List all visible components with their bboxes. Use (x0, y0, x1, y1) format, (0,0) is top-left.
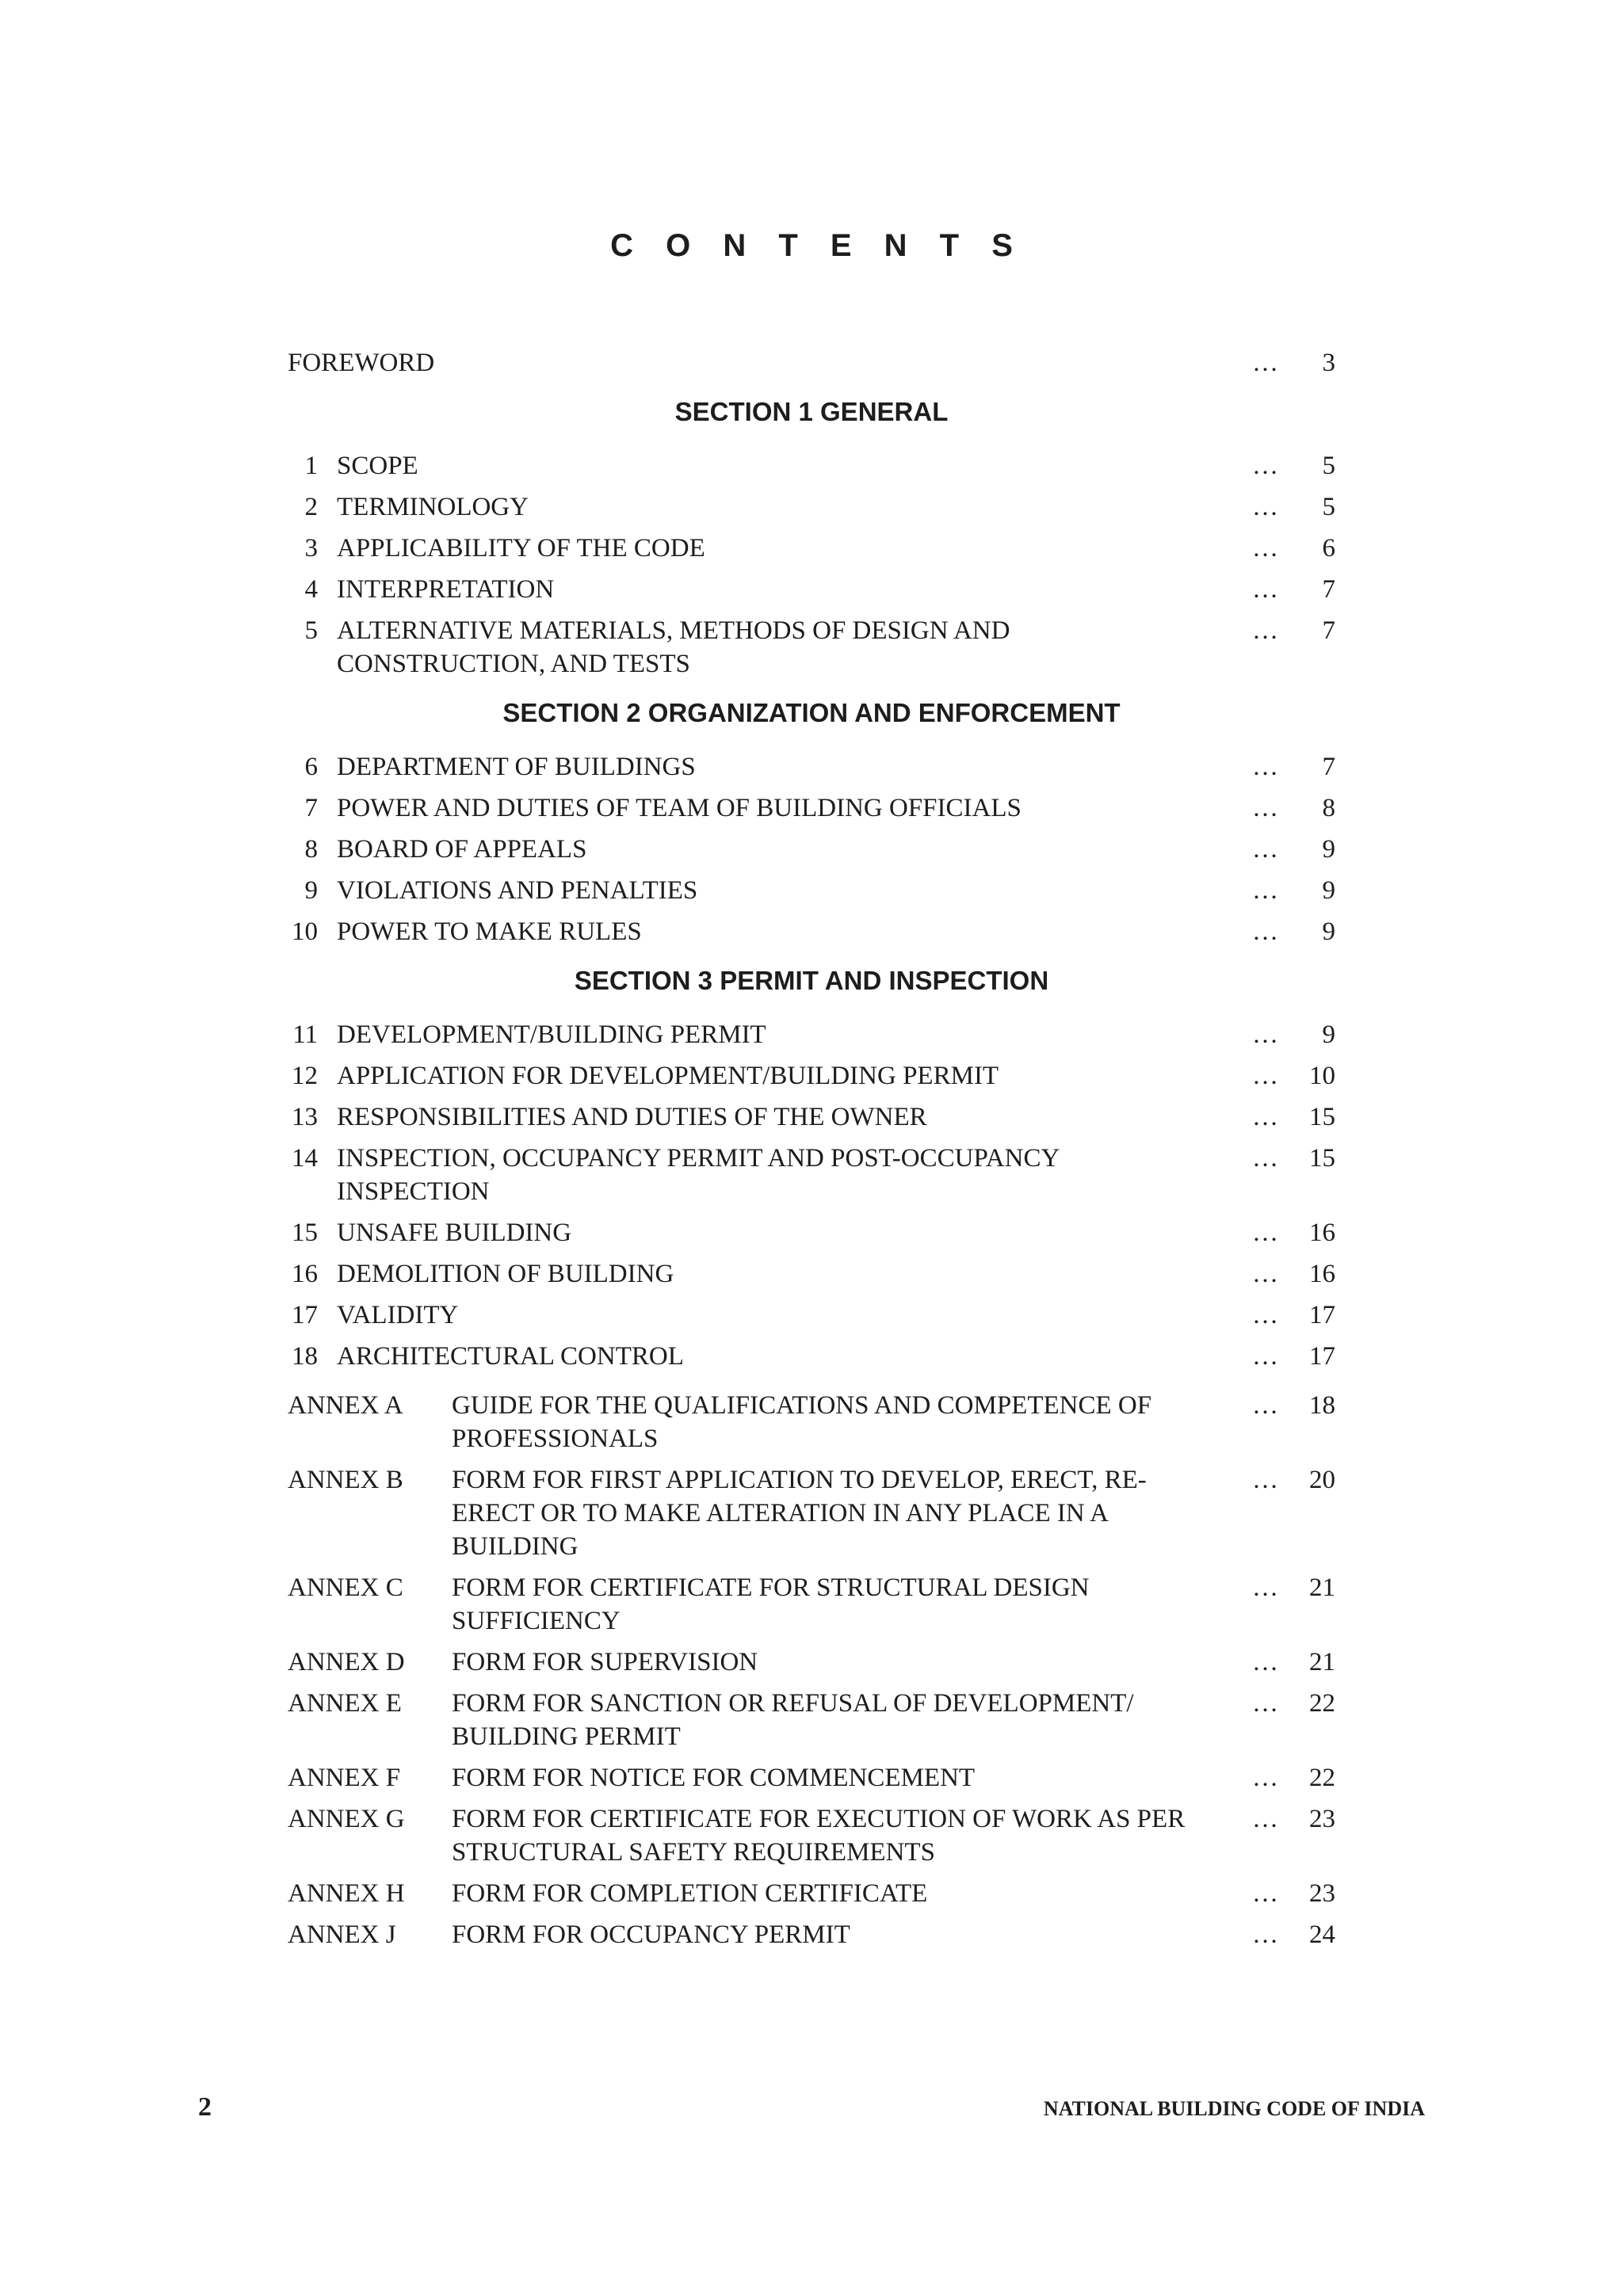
toc-entry-title: SCOPE (337, 452, 418, 480)
toc-entry[interactable] (288, 1100, 1335, 1134)
toc-page-number: 20 (1309, 1466, 1335, 1494)
toc-page-number: 8 (1322, 794, 1335, 822)
toc-entry-title: POWER TO MAKE RULES (337, 917, 642, 946)
toc-clause-number: 4 (304, 575, 318, 604)
toc-page-number: 9 (1322, 876, 1335, 905)
toc-annex-entry[interactable] (288, 1687, 1335, 1753)
toc-page-number: 17 (1309, 1342, 1335, 1371)
toc-leader: … (1252, 452, 1278, 480)
toc-leader: … (1252, 794, 1278, 822)
toc-page-number: 21 (1309, 1573, 1335, 1602)
annex-label: ANNEX B (288, 1466, 403, 1494)
toc-clause-number: 7 (304, 794, 318, 822)
toc-entry-title: ALTERNATIVE MATERIALS, METHODS OF DESIGN AND CONSTRUCTION, AND TESTS (337, 616, 1010, 678)
annex-label: ANNEX J (288, 1920, 396, 1949)
toc-page-number: 22 (1309, 1764, 1335, 1792)
toc-entry-title: INSPECTION, OCCUPANCY PERMIT AND POST-OCCUPANCY INSPECTION (337, 1144, 1060, 1206)
toc-page-number: 17 (1309, 1301, 1335, 1329)
toc-leader: … (1252, 1391, 1278, 1420)
toc-leader: … (1252, 1764, 1278, 1792)
toc-leader: … (1252, 349, 1278, 377)
toc-entry[interactable] (288, 874, 1335, 907)
toc-entry-title: DEMOLITION OF BUILDING (337, 1260, 674, 1288)
annex-label: ANNEX F (288, 1764, 401, 1792)
toc-leader: … (1252, 1103, 1278, 1131)
toc-page-number: 3 (1322, 349, 1335, 377)
toc-page-number: 6 (1322, 534, 1335, 563)
toc-leader: … (1252, 1144, 1278, 1173)
toc-leader: … (1252, 835, 1278, 864)
toc-annex-entry[interactable] (288, 1802, 1335, 1869)
toc-entry-title: GUIDE FOR THE QUALIFICATIONS AND COMPETENCE OF PROFESSIONALS (452, 1391, 1152, 1453)
toc-clause-number: 6 (304, 753, 318, 781)
toc-leader: … (1252, 917, 1278, 946)
toc-entry[interactable] (288, 1142, 1335, 1208)
toc-entry-title: FORM FOR NOTICE FOR COMMENCEMENT (452, 1764, 976, 1792)
annex-label: ANNEX H (288, 1879, 405, 1908)
toc-leader: … (1252, 1573, 1278, 1602)
toc-entry[interactable] (288, 449, 1335, 482)
toc-page-number: 16 (1309, 1260, 1335, 1288)
toc-entry-title: APPLICABILITY OF THE CODE (337, 534, 705, 563)
toc-entry-title: APPLICATION FOR DEVELOPMENT/BUILDING PERMIT (337, 1062, 999, 1090)
toc-entry[interactable] (288, 573, 1335, 606)
toc-leader: … (1252, 1062, 1278, 1090)
toc-entry[interactable] (288, 833, 1335, 866)
toc-entry-title: FORM FOR SANCTION OR REFUSAL OF DEVELOPMENT/ BUILDING PERMIT (452, 1689, 1134, 1751)
toc-leader: … (1252, 1342, 1278, 1371)
toc-annex-entry[interactable] (288, 1389, 1335, 1455)
annex-label: ANNEX D (288, 1648, 405, 1676)
toc-page-number: 24 (1309, 1920, 1335, 1949)
toc-clause-number: 12 (292, 1062, 318, 1090)
toc-page-number: 9 (1322, 1020, 1335, 1049)
toc-page-number: 5 (1322, 452, 1335, 480)
toc-annex-entry[interactable] (288, 1918, 1335, 1951)
toc-entry-title: DEVELOPMENT/BUILDING PERMIT (337, 1020, 766, 1049)
toc-leader: … (1252, 1805, 1278, 1833)
spacer (288, 1381, 1335, 1389)
toc-entry-title: FOREWORD (288, 349, 435, 377)
annex-label: ANNEX E (288, 1689, 402, 1718)
toc-page-number: 10 (1309, 1062, 1335, 1090)
toc-page-number: 7 (1322, 575, 1335, 604)
toc-clause-number: 17 (292, 1301, 318, 1329)
toc-leader: … (1252, 534, 1278, 563)
toc-leader: … (1252, 1301, 1278, 1329)
toc-page-number: 15 (1309, 1103, 1335, 1131)
toc-leader: … (1252, 575, 1278, 604)
toc-leader: … (1252, 1689, 1278, 1718)
section-heading: SECTION 2 ORGANIZATION AND ENFORCEMENT (502, 698, 1121, 727)
toc-leader: … (1252, 1648, 1278, 1676)
toc-entry-title: FORM FOR FIRST APPLICATION TO DEVELOP, ERECT, RE-ERECT OR TO MAKE ALTERATION IN ANY PLACE IN A BUILDING (452, 1466, 1147, 1561)
toc-annex-entry[interactable] (288, 1646, 1335, 1679)
toc-leader: … (1252, 616, 1278, 645)
toc-entry-title: ARCHITECTURAL CONTROL (337, 1342, 684, 1371)
toc-annex-entry[interactable] (288, 1463, 1335, 1563)
toc-entry-title: DEPARTMENT OF BUILDINGS (337, 753, 696, 781)
toc-entry-title: TERMINOLOGY (337, 493, 529, 521)
toc-clause-number: 5 (304, 616, 318, 645)
footer-page-number: 2 (198, 2092, 212, 2122)
toc-entry[interactable] (288, 915, 1335, 948)
toc-clause-number: 15 (292, 1219, 318, 1247)
toc-annex-entry[interactable] (288, 1571, 1335, 1638)
toc-entry-title: RESPONSIBILITIES AND DUTIES OF THE OWNER (337, 1103, 927, 1131)
toc-leader: … (1252, 876, 1278, 905)
toc-clause-number: 2 (304, 493, 318, 521)
toc-entry-title: INTERPRETATION (337, 575, 555, 604)
toc-entry[interactable] (288, 1299, 1335, 1332)
toc-page-number: 5 (1322, 493, 1335, 521)
toc-leader: … (1252, 1879, 1278, 1908)
toc-entry-title: FORM FOR OCCUPANCY PERMIT (452, 1920, 850, 1949)
toc-entry[interactable] (288, 750, 1335, 784)
toc-leader: … (1252, 493, 1278, 521)
annex-label: ANNEX C (288, 1573, 403, 1602)
toc-page-number: 9 (1322, 835, 1335, 864)
toc-page-number: 16 (1309, 1219, 1335, 1247)
toc-leader: … (1252, 1020, 1278, 1049)
toc-leader: … (1252, 753, 1278, 781)
toc-entry[interactable] (288, 614, 1335, 681)
toc-clause-number: 16 (292, 1260, 318, 1288)
annex-label: ANNEX G (288, 1805, 405, 1833)
page-title: C O N T E N T S (610, 228, 1025, 263)
toc-entry-title: POWER AND DUTIES OF TEAM OF BUILDING OFFICIALS (337, 794, 1022, 822)
toc-entry[interactable] (288, 532, 1335, 565)
toc-entry[interactable] (288, 1059, 1335, 1093)
toc-page-number: 15 (1309, 1144, 1335, 1173)
toc-entry-title: VALIDITY (337, 1301, 459, 1329)
toc-leader: … (1252, 1466, 1278, 1494)
toc-entry-title: FORM FOR SUPERVISION (452, 1648, 758, 1676)
toc-entry[interactable] (288, 1340, 1335, 1373)
toc-clause-number: 18 (292, 1342, 318, 1371)
toc-annex-entry[interactable] (288, 1761, 1335, 1794)
toc-entry[interactable] (288, 1257, 1335, 1291)
toc-page-number: 22 (1309, 1689, 1335, 1718)
toc-entry[interactable] (288, 791, 1335, 825)
toc-leader: … (1252, 1219, 1278, 1247)
toc-page-number: 9 (1322, 917, 1335, 946)
toc-entry-title: UNSAFE BUILDING (337, 1219, 572, 1247)
toc-annex-entry[interactable] (288, 1877, 1335, 1910)
section-heading: SECTION 1 GENERAL (674, 397, 949, 426)
toc-clause-number: 11 (292, 1020, 318, 1049)
toc-page-number: 7 (1322, 753, 1335, 781)
toc-page-number: 23 (1309, 1805, 1335, 1833)
toc-entry[interactable] (288, 1216, 1335, 1249)
footer-publication-title: NATIONAL BUILDING CODE OF INDIA (1043, 2097, 1425, 2120)
section-heading: SECTION 3 PERMIT AND INSPECTION (574, 966, 1049, 995)
toc-clause-number: 1 (304, 452, 318, 480)
toc-entry-title: BOARD OF APPEALS (337, 835, 587, 864)
toc-page-number: 21 (1309, 1648, 1335, 1676)
toc-clause-number: 9 (304, 876, 318, 905)
toc-entry[interactable] (288, 490, 1335, 524)
toc-page-number: 23 (1309, 1879, 1335, 1908)
toc-page-number: 18 (1309, 1391, 1335, 1420)
toc-entry-title: VIOLATIONS AND PENALTIES (337, 876, 698, 905)
toc-leader: … (1252, 1260, 1278, 1288)
toc-entry-title: FORM FOR CERTIFICATE FOR EXECUTION OF WORK AS PER STRUCTURAL SAFETY REQUIREMENTS (452, 1805, 1186, 1867)
toc-clause-number: 13 (292, 1103, 318, 1131)
annex-label: ANNEX A (288, 1391, 403, 1420)
toc-page-number: 7 (1322, 616, 1335, 645)
toc-entry-title: FORM FOR COMPLETION CERTIFICATE (452, 1879, 928, 1908)
toc-entry-title: FORM FOR CERTIFICATE FOR STRUCTURAL DESIGN SUFFICIENCY (452, 1573, 1090, 1635)
toc-clause-number: 3 (304, 534, 318, 563)
toc-clause-number: 8 (304, 835, 318, 864)
toc-clause-number: 14 (292, 1144, 318, 1173)
table-of-contents (288, 346, 1335, 1959)
toc-leader: … (1252, 1920, 1278, 1949)
toc-entry[interactable] (288, 1018, 1335, 1051)
toc-clause-number: 10 (292, 917, 318, 946)
toc-entry-foreword[interactable] (288, 346, 1335, 379)
